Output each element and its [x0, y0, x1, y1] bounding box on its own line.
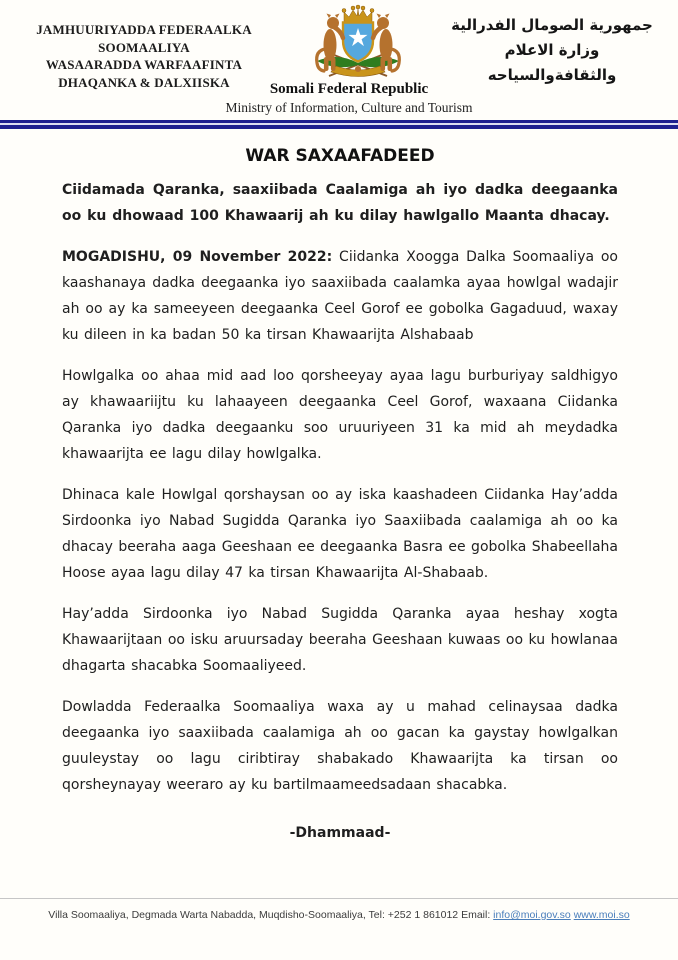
somalia-coat-of-arms-icon — [299, 3, 417, 79]
closing-line: -Dhammaad- — [289, 825, 391, 841]
letterhead — [0, 0, 678, 120]
paragraph: Dhinaca kale Howlgal qorshaysan oo ay iska kaashadeen Ciidanka Hay’adda Sirdoonka iyo Nabad Sugidda Qaranka iyo Saaxiibada caalamiga ah oo ka dhacay beeraha aaga Geeshaan ee deegaanka Basra ee gobolka Shabeellaha Hoose ayaa lagu dilay 47 ka tirsan Khawaarijta Al-Shabaab. — [62, 487, 618, 581]
somali-line-1: JAMHUURIYADDA FEDERAALKA — [36, 22, 252, 37]
letterhead-captions — [10, 81, 678, 116]
arabic-line-3: والثقافةوالسياحه — [487, 66, 617, 84]
ministry-name-arabic — [432, 13, 672, 88]
somali-line-4: DHAQANKA & DALXIISKA — [58, 74, 230, 90]
website-link[interactable]: www.moi.so — [573, 909, 630, 921]
somali-line-3: WASAARADDA WARFAAFINTA — [45, 57, 243, 72]
press-release-body — [0, 129, 678, 846]
paragraph: Hay’adda Sirdoonka iyo Nabad Sugidda Qaranka ayaa heshay xogta Khawaarijtaan oo isku aruursaday beeraha Geeshaan kuwaas oo ku howlanaa dhagarta shacabka Soomaaliyeed. — [62, 606, 618, 674]
arabic-line-2: وزارة الاعلام — [504, 41, 600, 59]
paragraph: Howlgalka oo ahaa mid aad loo qorsheeyay ayaa lagu burburiyay saldhigyo ay khawaariijtu ku lahaayeen deegaanka Ceel Gorof, waxaana Ciidanka Qaranka iyo dadka deegaanku soo uruuriyeen 31 ka mid ah meydadka khawaarijta ee lagu dilay howlgalka. — [62, 368, 618, 462]
email-link[interactable]: info@moi.gov.so — [493, 909, 571, 921]
page-footer — [0, 898, 678, 960]
somali-line-2: SOOMAALIYA — [98, 39, 190, 55]
ministry-title: Ministry of Information, Culture and Tourism — [225, 100, 473, 115]
lead-paragraph: Ciidamada Qaranka, saaxiibada Caalamiga ah iyo dadka deegaanka oo ku dhowaad 100 Khawaarij ah ku dilay hawlgallo Maanta dhacay. — [62, 182, 618, 224]
footer-contact-line — [0, 909, 678, 921]
header-rule — [0, 120, 678, 129]
arabic-line-1: جمهورية الصومال الفدرالية — [451, 16, 653, 34]
dateline-paragraph — [62, 244, 618, 348]
footer-address: Villa Soomaaliya, Degmada Warta Nabadda, Muqdisho-Soomaaliya, Tel: +252 1 861012 Email: — [48, 909, 491, 921]
republic-title: Somali Federal Republic — [269, 81, 429, 97]
footer-rule — [0, 898, 678, 899]
dateline: MOGADISHU, 09 November 2022: — [62, 249, 333, 265]
paragraph: Dowladda Federaalka Soomaaliya waxa ay u mahad celinaysaa dadka deegaanka iyo saaxiibada caalamiga ah oo gacan ka gaystay howlgalkan guuleystay oo lagu ciribtiray shabakado Khawaarijta ka tirsan oo qorsheynayay weeraro ay ku bartilmaameedsadaan shacabka. — [62, 699, 618, 793]
release-title: WAR SAXAAFADEED — [245, 146, 435, 166]
dateline-body: Ciidanka Xoogga Dalka Soomaaliya oo kaashanaya dadka deegaanka iyo saaxiibada caalamka ayaa howlgal wadajir ah oo ay ka sameeyeen deegaanka Ceel Gorof ee gobolka Gagaduud, waxay ku dileen in ka badan 50 ka tirsan Khawaarijta Alshabaab — [62, 249, 619, 343]
